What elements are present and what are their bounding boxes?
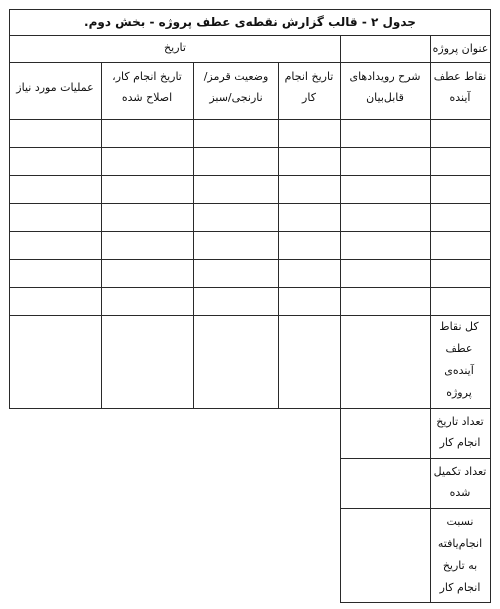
columns-divider [9, 119, 491, 120]
col-line-events [340, 35, 341, 603]
header-actions: عملیات مورد نیاز [16, 81, 94, 94]
header-milestones: نقاط عطف آینده [433, 70, 487, 104]
row-line-1 [9, 147, 491, 148]
summary-line-2 [340, 458, 491, 459]
project-title-label: عنوان پروژه [432, 42, 489, 55]
row-line-2 [9, 175, 491, 176]
summary-due-count: تعداد تاریخ انجام کار [436, 415, 484, 449]
col-line-milestones [430, 35, 431, 603]
row-line-7 [9, 315, 491, 316]
summary-total-milestones: کل نقاط عطف آینده‌ی پروژه [439, 320, 479, 399]
summary-line-3 [340, 508, 491, 509]
summary-completed-count: تعداد تکمیل شده [433, 465, 487, 499]
summary-line-1 [9, 408, 491, 409]
header-revised-date: تاریخ انجام کار، اصلاح شده [112, 70, 182, 104]
header-events: شرح رویدادهای قابل‌بیان [349, 70, 421, 104]
border-bottom [340, 602, 491, 603]
border-left [9, 9, 10, 409]
row-line-5 [9, 259, 491, 260]
header-done-date: تاریخ انجام کار [284, 70, 334, 104]
row-line-4 [9, 231, 491, 232]
border-right [490, 9, 491, 603]
summary-ratio: نسبت انجام‌یافته به تاریخ انجام کار [437, 515, 483, 594]
col-line-status [193, 62, 194, 409]
row-line-3 [9, 203, 491, 204]
table-title: جدول ۲ - قالب گزارش نقطه‌ی عطف پروژه - بخش دوم. [84, 15, 416, 29]
date-label: تاریخ [164, 41, 186, 54]
col-line-done-date [278, 62, 279, 409]
header-divider [9, 62, 491, 63]
row-line-6 [9, 287, 491, 288]
header-status: وضعیت قرمز/نارنجی/سبز [203, 70, 269, 104]
col-line-revised [101, 62, 102, 409]
